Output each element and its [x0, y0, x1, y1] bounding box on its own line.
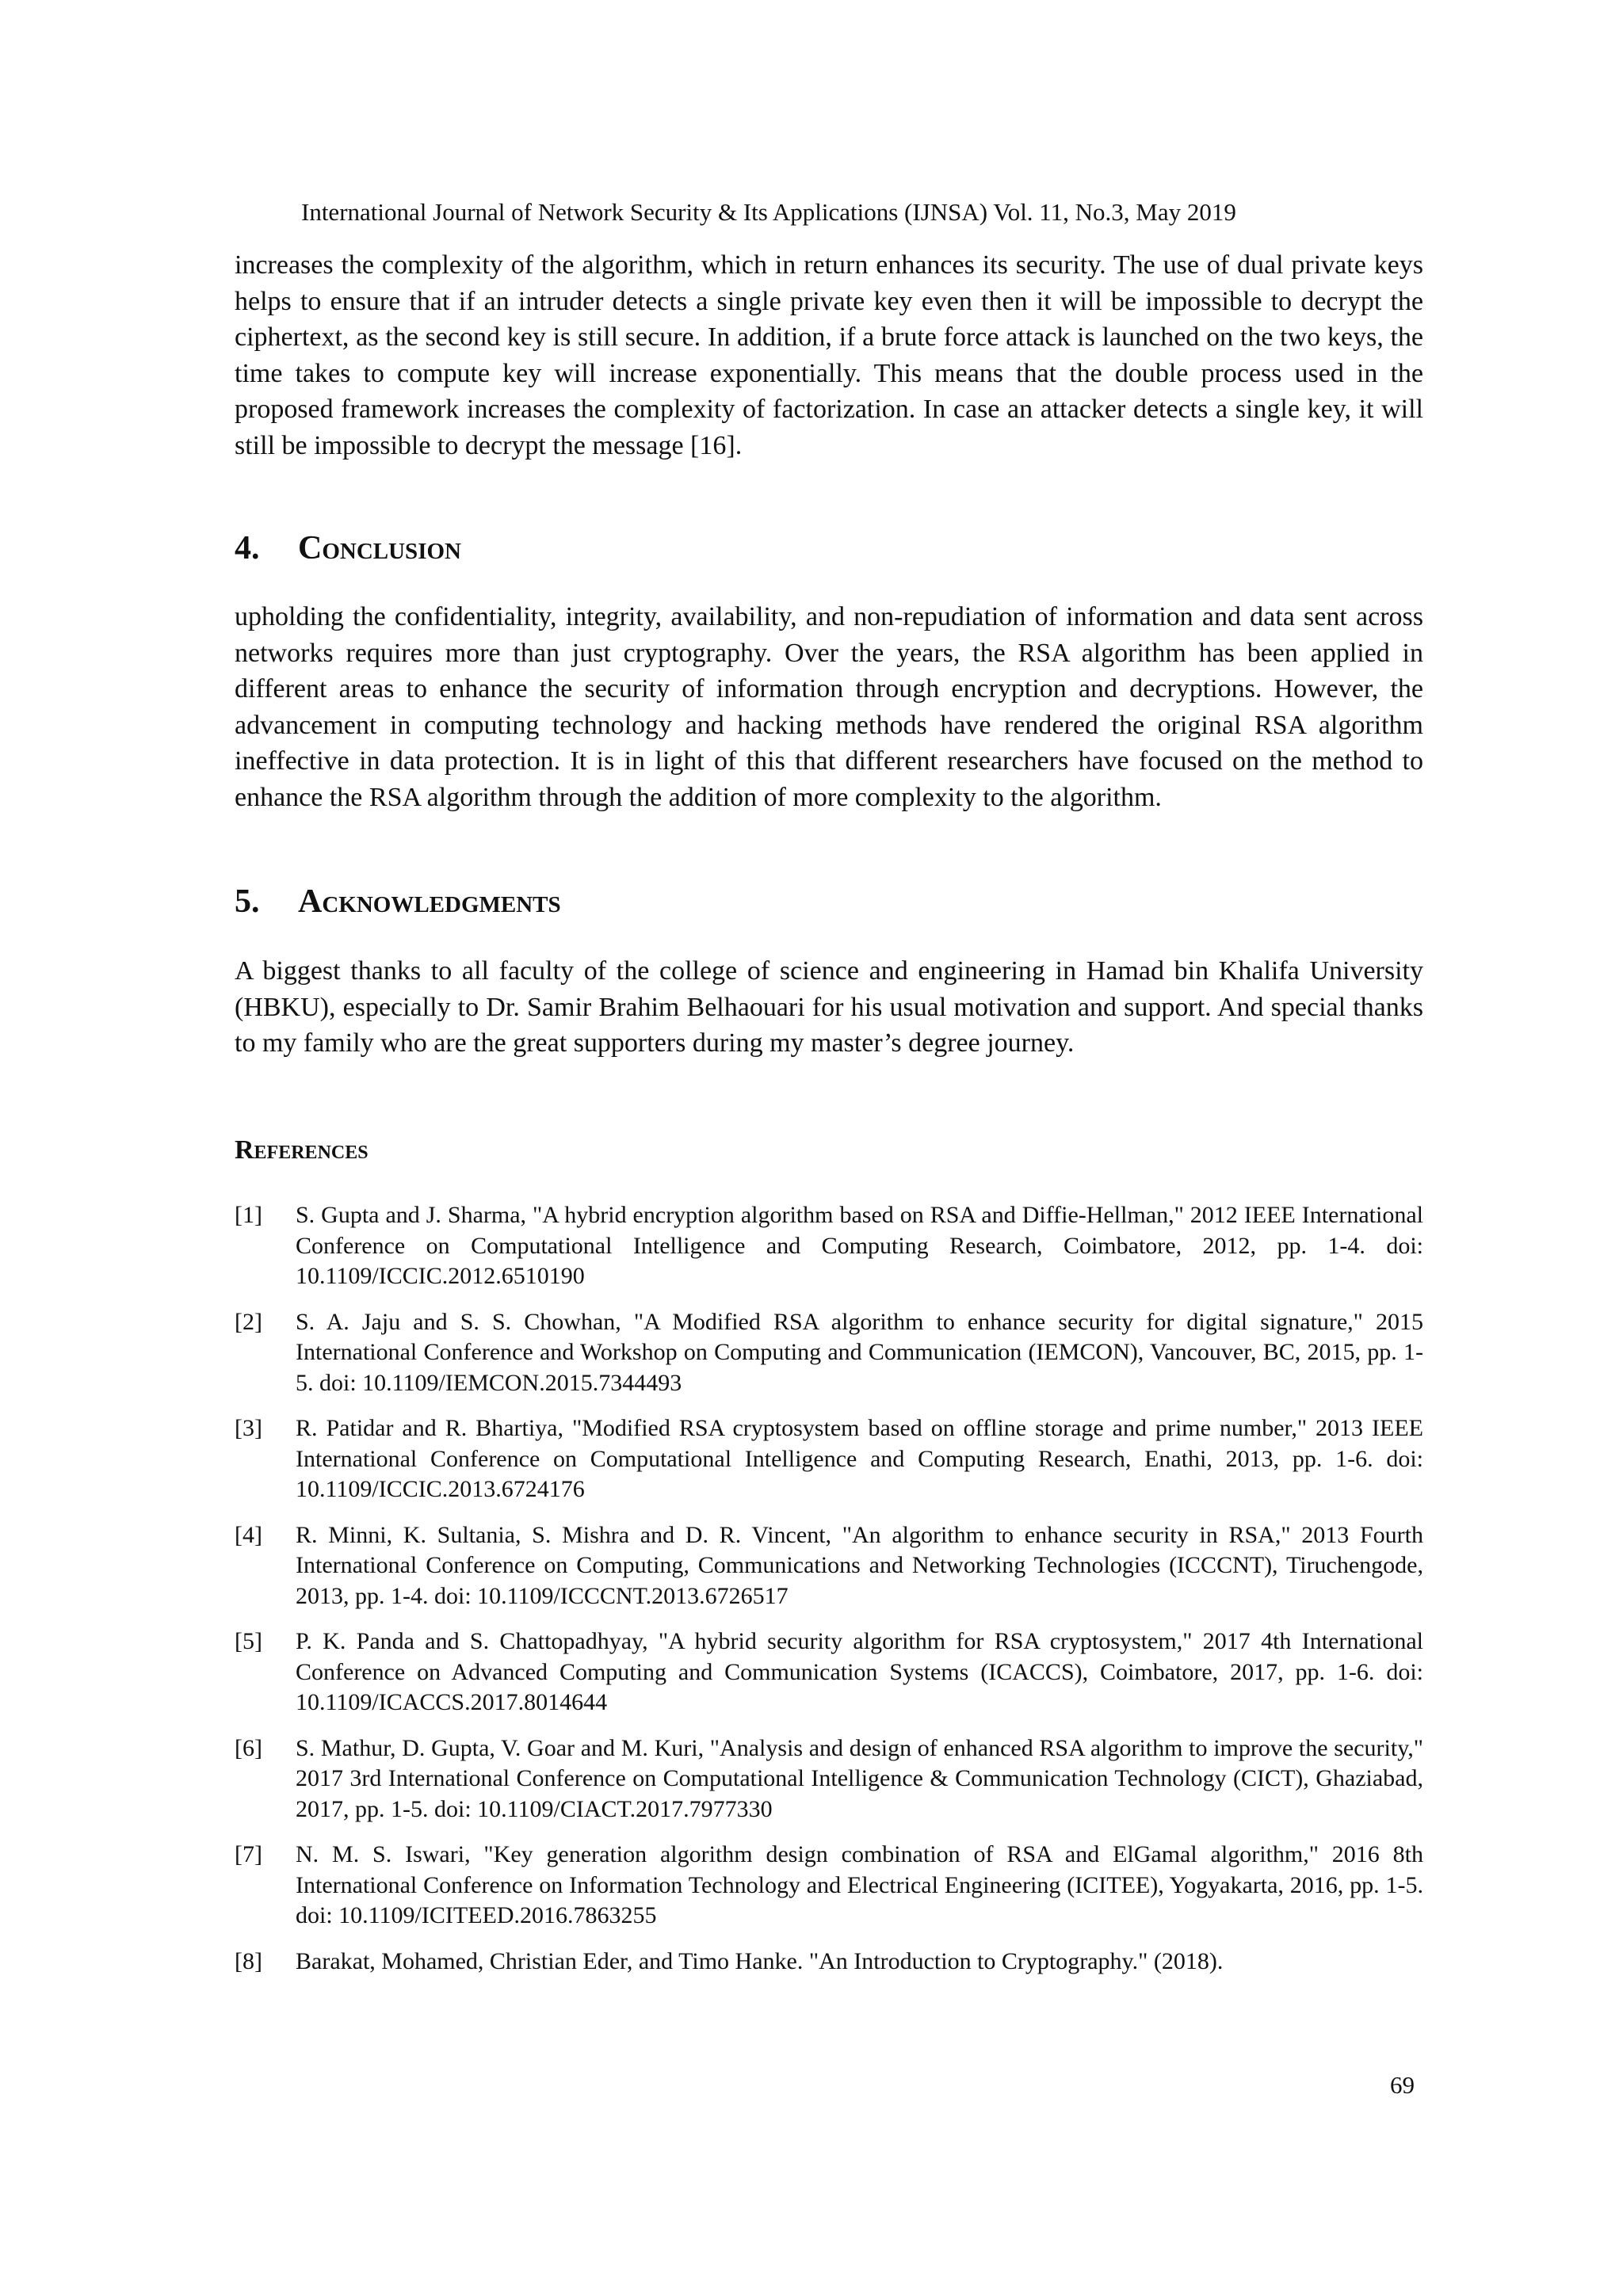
- conclusion-paragraph-text: upholding the confidentiality, integrity, availability, and non-repudiation of information and data sent across networks requires more than just cryptography. Over the years, the RSA algorithm has been applied in different areas to enhance the security of information through encryption and decryptions. However, the advancement in computing technology and hacking methods have rendered the original RSA algorithm ineffective in data protection. It is in light of this that different researchers have focused on the method to enhance the RSA algorithm through the addition of more complexity to the algorithm.: [235, 602, 1423, 812]
- reference-text: S. Gupta and J. Sharma, "A hybrid encryption algorithm based on RSA and Diffie-Hellman," 2012 IEEE International Conference on Computational Intelligence and Computing Research, Coimbatore, 2012, pp. 1-4. doi: 10.1109/ICCIC.2012.6510190: [296, 1202, 1423, 1289]
- reference-number: [6]: [235, 1734, 262, 1761]
- acknowledgments-title: Acknowledgments: [298, 883, 561, 920]
- conclusion-number: 4.: [235, 530, 260, 566]
- reference-number: [3]: [235, 1415, 262, 1441]
- acknowledgments-heading: [235, 881, 561, 922]
- reference-number: [1]: [235, 1202, 262, 1228]
- reference-text: Barakat, Mohamed, Christian Eder, and Timo Hanke. "An Introduction to Cryptography." (2018).: [296, 1947, 1224, 1974]
- reference-text: S. Mathur, D. Gupta, V. Goar and M. Kuri, "Analysis and design of enhanced RSA algorithm to improve the security," 2017 3rd International Conference on Computational Intelligence & Communication Technology (CICT), Ghaziabad, 2017, pp. 1-5. doi: 10.1109/CIACT.2017.7977330: [296, 1734, 1423, 1822]
- reference-item: [235, 1947, 1423, 1978]
- reference-text: R. Patidar and R. Bhartiya, "Modified RSA cryptosystem based on offline storage and prime number," 2013 IEEE International Conference on Computational Intelligence and Computing Research, Enathi, 2013, pp. 1-6. doi: 10.1109/ICCIC.2013.6724176: [296, 1415, 1423, 1502]
- reference-text: N. M. S. Iswari, "Key generation algorithm design combination of RSA and ElGamal algorithm," 2016 8th International Conference on Information Technology and Electrical Engineering (ICITEE), Yogyakarta, 2016, pp. 1-5. doi: 10.1109/ICITEED.2016.7863255: [296, 1841, 1423, 1928]
- references-list: [235, 1200, 1423, 1992]
- reference-text: S. A. Jaju and S. S. Chowhan, "A Modified RSA algorithm to enhance security for digital signature," 2015 International Conference and Workshop on Computing and Communication (IEMCON), Vancouver, BC, 2015, pp. 1-5. doi: 10.1109/IEMCON.2015.7344493: [296, 1308, 1423, 1396]
- conclusion-paragraph: [235, 599, 1423, 815]
- reference-item: [235, 1413, 1423, 1505]
- reference-item: [235, 1627, 1423, 1718]
- references-heading: References: [235, 1135, 369, 1165]
- running-header: International Journal of Network Security & Its Applications (IJNSA) Vol. 11, No.3, May 2019: [301, 198, 1236, 226]
- reference-item: [235, 1520, 1423, 1612]
- reference-number: [5]: [235, 1628, 262, 1654]
- reference-number: [7]: [235, 1841, 262, 1867]
- acknowledgments-paragraph: [235, 953, 1423, 1062]
- reference-number: [8]: [235, 1947, 262, 1974]
- intro-paragraph: [235, 247, 1423, 463]
- reference-number: [4]: [235, 1521, 262, 1548]
- acknowledgments-number: 5.: [235, 883, 260, 920]
- reference-item: [235, 1840, 1423, 1932]
- reference-number: [2]: [235, 1308, 262, 1335]
- page-number: 69: [1390, 2071, 1415, 2099]
- reference-text: R. Minni, K. Sultania, S. Mishra and D. R. Vincent, "An algorithm to enhance security in RSA," 2013 Fourth International Conference on Computing, Communications and Networking Technologies (ICCCNT), Tiruchengode, 2013, pp. 1-4. doi: 10.1109/ICCCNT.2013.6726517: [296, 1521, 1423, 1609]
- conclusion-heading: [235, 528, 461, 569]
- reference-item: [235, 1200, 1423, 1292]
- conclusion-title: Conclusion: [298, 530, 461, 566]
- acknowledgments-paragraph-text: A biggest thanks to all faculty of the college of science and engineering in Hamad bin Khalifa University (HBKU), especially to Dr. Samir Brahim Belhaouari for his usual motivation and support. And special thanks to my family who are the great supporters during my master’s degree journey.: [235, 956, 1423, 1058]
- intro-paragraph-text: increases the complexity of the algorithm, which in return enhances its security. The use of dual private keys helps to ensure that if an intruder detects a single private key even then it will be impossible to decrypt the ciphertext, as the second key is still secure. In addition, if a brute force attack is launched on the two keys, the time takes to compute key will increase exponentially. This means that the double process used in the proposed framework increases the complexity of factorization. In case an attacker detects a single key, it will still be impossible to decrypt the message [16].: [235, 250, 1423, 460]
- reference-item: [235, 1733, 1423, 1825]
- reference-text: P. K. Panda and S. Chattopadhyay, "A hybrid security algorithm for RSA cryptosystem," 2017 4th International Conference on Advanced Computing and Communication Systems (ICACCS), Coimbatore, 2017, pp. 1-6. doi: 10.1109/ICACCS.2017.8014644: [296, 1628, 1423, 1715]
- reference-item: [235, 1307, 1423, 1399]
